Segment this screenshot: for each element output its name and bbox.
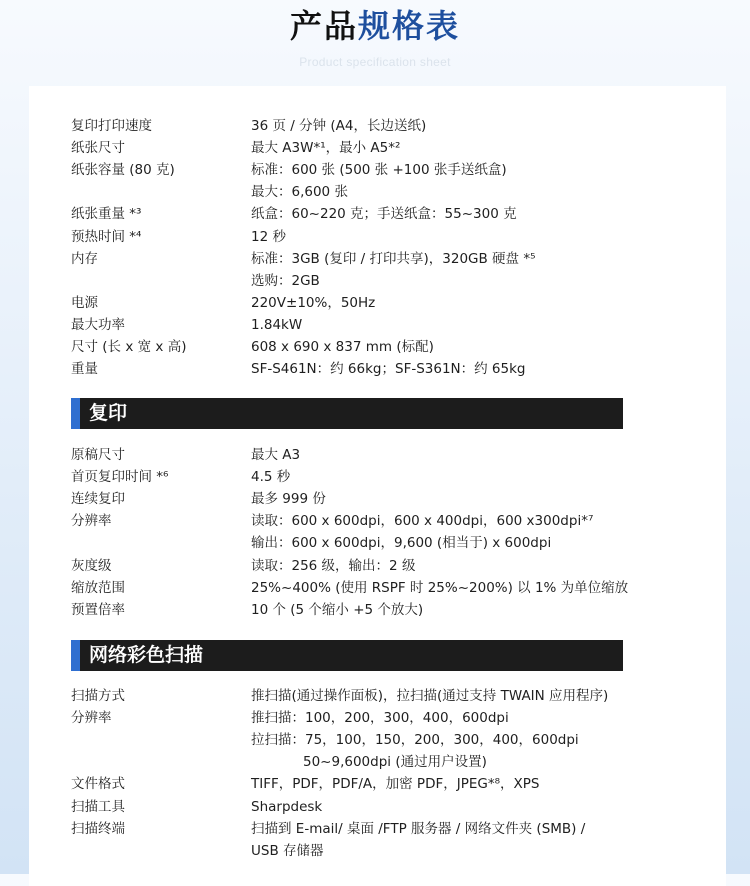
spec-row [71,444,661,466]
spec-label: 复印打印速度 [71,118,152,134]
spec-row [71,466,661,488]
spec-label: 预热时间 *⁴ [71,228,142,245]
title-part-2: 规格表 [358,7,461,45]
page-header [0,0,750,86]
spec-value: 12 秒 [251,228,286,245]
spec-label: 电源 [71,294,98,311]
spec-row [71,358,661,380]
spec-row [71,818,661,840]
spec-row [71,729,661,751]
spec-label: 分辨率 [71,513,112,530]
spec-row [71,292,661,314]
spec-row [71,707,661,729]
spec-value: 最大：6,600 张 [251,184,348,201]
spec-label: 内存 [71,250,98,267]
spec-row [71,137,661,159]
spec-row [71,159,661,181]
spec-label: 原稿尺寸 [71,447,125,463]
spec-label: 扫描方式 [71,688,125,704]
spec-row [71,488,661,510]
spec-row [71,532,661,554]
spec-value: 输出：600 x 600dpi，9,600 (相当于) x 600dpi [251,535,552,552]
spec-value: 推扫描：100，200，300，400，600dpi [251,710,509,727]
spec-row [71,181,661,203]
spec-value: 25%~400% (使用 RSPF 时 25%~200%) 以 1% 为单位缩放 [251,579,629,596]
spec-value: USB 存储器 [251,842,324,859]
spec-row [71,510,661,532]
spec-row [71,840,661,862]
spec-label: 重量 [71,361,98,378]
spec-label: 首页复印时间 *⁶ [71,469,169,486]
spec-value: SF-S461N：约 66kg；SF-S361N：约 65kg [251,361,526,378]
spec-value: 1.84kW [251,316,303,333]
spec-value: 10 个 (5 个缩小 +5 个放大) [251,601,424,618]
spec-label: 尺寸 (长 x 宽 x 高) [71,339,187,355]
spec-row [71,599,661,621]
spec-label: 文件格式 [71,776,125,793]
spec-value: Sharpdesk [251,798,323,815]
spec-label: 扫描终端 [71,820,125,837]
spec-row [71,555,661,577]
spec-row [71,248,661,270]
spec-row [71,773,661,795]
spec-value: TIFF，PDF，PDF/A，加密 PDF，JPEG*⁸，XPS [251,776,540,793]
spec-value: 最大 A3W*¹，最小 A5*² [251,140,401,157]
spec-value: 标准：3GB (复印 / 打印共享)，320GB 硬盘 *⁵ [251,250,536,267]
spec-row [71,226,661,248]
section-header-copy [71,398,623,429]
spec-row [71,336,661,358]
spec-label: 纸张尺寸 [71,140,125,157]
spec-label: 纸张重量 *³ [71,206,142,223]
spec-value: 读取：600 x 600dpi，600 x 400dpi，600 x300dpi*⁷ [251,513,594,530]
spec-value: 选购：2GB [251,272,320,289]
section-header-scan [71,640,623,671]
title-part-1: 产品 [289,7,358,45]
section-title: 网络彩色扫描 [89,644,204,666]
spec-row [71,577,661,599]
spec-row [71,314,661,336]
spec-label: 最大功率 [71,316,125,333]
spec-label: 分辨率 [71,710,112,727]
spec-label: 缩放范围 [71,579,125,596]
spec-label: 灰度级 [71,557,112,574]
section-accent [71,640,80,671]
spec-row [71,270,661,292]
spec-value: 50~9,600dpi (通过用户设置) [303,754,487,771]
spec-value: 36 页 / 分钟 (A4，长边送纸) [251,118,427,134]
spec-row [71,203,661,225]
spec-value: 推扫描(通过操作面板)，拉扫描(通过支持 TWAIN 应用程序) [251,688,609,704]
spec-value: 读取：256 级，输出：2 级 [251,557,416,574]
spec-label: 连续复印 [71,491,125,508]
spec-value: 4.5 秒 [251,469,291,486]
spec-value: 拉扫描：75，100，150，200，300，400，600dpi [251,732,579,749]
spec-label: 纸张容量 (80 克) [71,162,175,179]
section-accent [71,398,80,429]
section-title: 复印 [89,402,128,424]
page-subtitle: Product specification sheet [299,55,451,69]
spec-value: 220V±10%，50Hz [251,294,376,311]
page-title [0,4,750,48]
spec-row [71,796,661,818]
spec-row [71,685,661,707]
spec-value: 标准：600 张 (500 张 +100 张手送纸盒) [251,162,507,179]
spec-value: 最多 999 份 [251,491,326,508]
spec-label: 扫描工具 [71,798,125,815]
spec-label: 预置倍率 [71,601,125,618]
spec-value: 扫描到 E-mail/ 桌面 /FTP 服务器 / 网络文件夹 (SMB) / [251,820,586,837]
spec-row [71,115,661,137]
spec-value: 纸盒：60~220 克；手送纸盒：55~300 克 [251,206,517,223]
spec-value: 608 x 690 x 837 mm (标配) [251,339,434,355]
spec-row [71,751,661,773]
spec-value: 最大 A3 [251,447,301,463]
